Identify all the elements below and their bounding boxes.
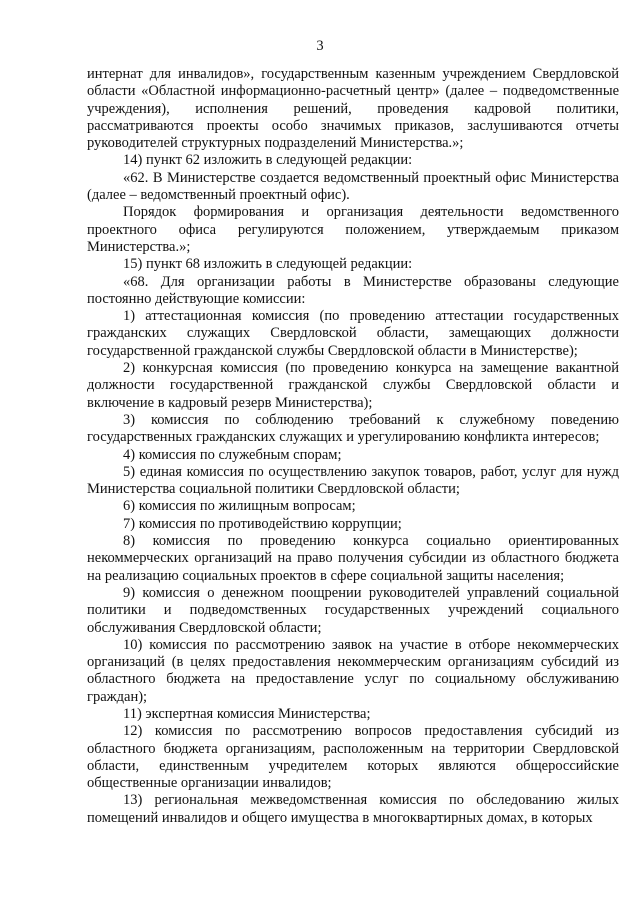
paragraph-project-office-order: Порядок формирования и организация деятельности ведомственного проектного офиса регулируются положением, утверждаемым приказом Министерства.»;	[87, 204, 619, 255]
commission-item-4: 4) комиссия по служебным спорам;	[123, 446, 342, 463]
commission-item-12: 12) комиссия по рассмотрению вопросов предоставления субсидий из областного бюджета организациям, расположенным на территории Свердловской области, единственным учредителем которых являются общероссийские общественные организации инвалидов;	[87, 723, 619, 792]
document-body	[87, 66, 619, 827]
commission-item-13: 13) региональная межведомственная комиссия по обследованию жилых помещений инвалидов и общего имущества в многоквартирных домах, в которых	[87, 792, 619, 826]
commission-item-9: 9) комиссия о денежном поощрении руководителей управлений социальной политики и подведомственных государственных учреждений социального обслуживания Свердловской области;	[87, 584, 619, 636]
commission-item-8: 8) комиссия по проведению конкурса социально ориентированных некоммерческих организаций на право получения субсидии из областного бюджета на реализацию социальных проектов в сфере социальной защиты населения;	[87, 533, 619, 584]
paragraph-point-62: «62. В Министерстве создается ведомственный проектный офис Министерства (далее – ведомственный проектный офис).	[87, 169, 619, 204]
paragraph-item-14: 14) пункт 62 изложить в следующей редакции:	[123, 152, 413, 169]
commission-item-11: 11) экспертная комиссия Министерства;	[123, 705, 371, 722]
commission-item-3: 3) комиссия по соблюдению требований к служебному поведению государственных гражданских служащих и урегулированию конфликта интересов;	[87, 411, 619, 446]
commission-item-5: 5) единая комиссия по осуществлению закупок товаров, работ, услуг для нужд Министерства социальной политики Свердловской области;	[87, 463, 619, 498]
commission-item-1: 1) аттестационная комиссия (по проведению аттестации государственных гражданских служащих Свердловской области, замещающих должности государственной гражданской службы Свердловской области в Министерстве);	[87, 308, 619, 359]
commission-item-2: 2) конкурсная комиссия (по проведению конкурса на замещение вакантной должности государственной гражданской службы Свердловской области и включение в кадровый резерв Министерства);	[87, 360, 619, 411]
commission-item-10: 10) комиссия по рассмотрению заявок на участие в отборе некоммерческих организаций (в целях предоставления некоммерческим организациям субсидий из областного бюджета на предоставление услуг по социальному обслуживанию граждан);	[87, 636, 619, 705]
commission-item-6: 6) комиссия по жилищным вопросам;	[123, 498, 356, 515]
paragraph-continuation: интернат для инвалидов», государственным казенным учреждением Свердловской области «Областной информационно-расчетный центр» (далее – подведомственные учреждения), исполнения решений, проведения кадровой политики, рассматриваются проекты особо значимых приказов, заслушиваются отчеты руководителей структурных подразделений Министерства.»;	[87, 66, 619, 152]
paragraph-point-68: «68. Для организации работы в Министерстве образованы следующие постоянно действующие комиссии:	[87, 273, 619, 307]
page-number: 3	[316, 38, 324, 54]
paragraph-item-15: 15) пункт 68 изложить в следующей редакции:	[123, 256, 413, 273]
commission-item-7: 7) комиссия по противодействию коррупции;	[123, 515, 402, 532]
